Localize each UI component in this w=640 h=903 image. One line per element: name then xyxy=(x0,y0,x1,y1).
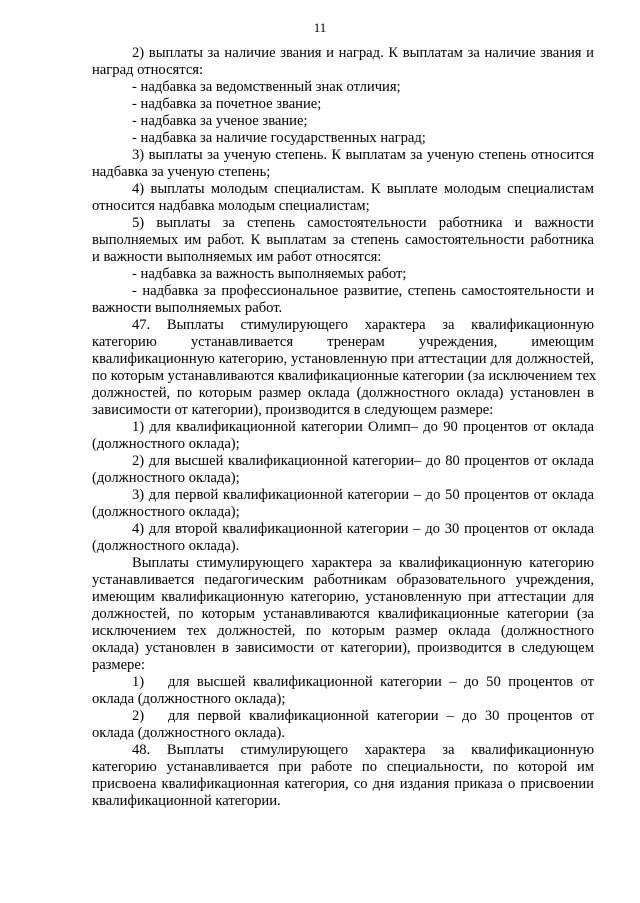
text-line: исключением тех должностей, по которым размер оклада (должностного xyxy=(92,623,594,639)
page-number: 11 xyxy=(313,20,327,35)
text-line: 48. Выплаты стимулирующего характера за квалификационную xyxy=(132,742,594,758)
text-line: зависимости от категории), производится в следующем размере: xyxy=(92,402,494,418)
text-line: 3) выплаты за ученую степень. К выплатам за ученую степень относится xyxy=(132,147,594,163)
text-line: оклада) установлен в зависимости от категории), производится в следующем xyxy=(92,640,594,656)
numbered-item xyxy=(92,674,594,691)
text-line: должностей, по которым размер оклада (должностного оклада) установлен в xyxy=(92,385,594,401)
text-line: устанавливается педагогическим работникам образовательного учреждения, xyxy=(92,572,594,588)
text-line: (должностного оклада); xyxy=(92,504,240,520)
text-line: оклада (должностного оклада); xyxy=(92,691,286,707)
text-line: квалификационную категорию, установленную при аттестации для должностей, xyxy=(92,351,594,367)
text-line: - надбавка за ученое звание; xyxy=(132,113,308,129)
item-text: для высшей квалификационной категории – до 50 процентов от xyxy=(168,674,594,690)
text-line: присвоена квалификационная категория, со дня издания приказа о присвоении xyxy=(92,776,594,792)
text-line: категорию устанавливается при работе по специальности, по которой им xyxy=(92,759,594,775)
text-line: 4) выплаты молодым специалистам. К выплате молодым специалистам xyxy=(132,181,594,197)
text-line: (должностного оклада); xyxy=(92,470,240,486)
text-line: наград относятся: xyxy=(92,62,204,78)
item-number: 2) xyxy=(132,708,145,724)
text-line: - надбавка за профессиональное развитие, степень самостоятельности и xyxy=(132,283,594,299)
text-line: по которым устанавливаются квалификационные категории (за исключением тех xyxy=(92,368,597,384)
text-line: 47. Выплаты стимулирующего характера за квалификационную xyxy=(132,317,594,333)
text-line: 5) выплаты за степень самостоятельности работника и важности xyxy=(132,215,594,231)
text-line: 3) для первой квалификационной категории – до 50 процентов от оклада xyxy=(132,487,594,503)
text-line: Выплаты стимулирующего характера за квалификационную категорию xyxy=(132,555,594,571)
text-line: оклада (должностного оклада). xyxy=(92,725,286,741)
text-line: 1) для квалификационной категории Олимп– до 90 процентов от оклада xyxy=(132,419,594,435)
text-line: - надбавка за важность выполняемых работ; xyxy=(132,266,407,282)
text-line: выполняемых им работ. К выплатам за степень самостоятельности работника xyxy=(92,232,594,248)
text-line: относится надбавка молодым специалистам; xyxy=(92,198,370,214)
text-line: - надбавка за ведомственный знак отличия; xyxy=(132,79,401,95)
text-line: квалификационной категории. xyxy=(92,793,281,809)
text-line: (должностного оклада); xyxy=(92,436,240,452)
item-number: 1) xyxy=(132,674,145,690)
text-line: (должностного оклада). xyxy=(92,538,240,554)
text-line: категорию устанавливается тренерам учреждения, имеющим xyxy=(92,334,594,350)
text-line: 4) для второй квалификационной категории – до 30 процентов от оклада xyxy=(132,521,594,537)
text-line: - надбавка за почетное звание; xyxy=(132,96,322,112)
text-line: важности выполняемых работ. xyxy=(92,300,283,316)
text-line: имеющим квалификационную категорию, установленную при аттестации для xyxy=(92,589,594,605)
text-line: и важности выполняемых им работ относятся: xyxy=(92,249,382,265)
text-line: 2) выплаты за наличие звания и наград. К выплатам за наличие звания и xyxy=(132,45,594,61)
text-line: 2) для высшей квалификационной категории– до 80 процентов от оклада xyxy=(132,453,594,469)
text-line: надбавка за ученую степень; xyxy=(92,164,271,180)
numbered-item xyxy=(92,708,594,725)
text-line: - надбавка за наличие государственных наград; xyxy=(132,130,426,146)
text-line: должностей, по которым устанавливаются квалификационные категории (за xyxy=(92,606,594,622)
document-body xyxy=(92,45,597,810)
item-text: для первой квалификационной категории – до 30 процентов от xyxy=(168,708,594,724)
text-line: размере: xyxy=(92,657,145,673)
